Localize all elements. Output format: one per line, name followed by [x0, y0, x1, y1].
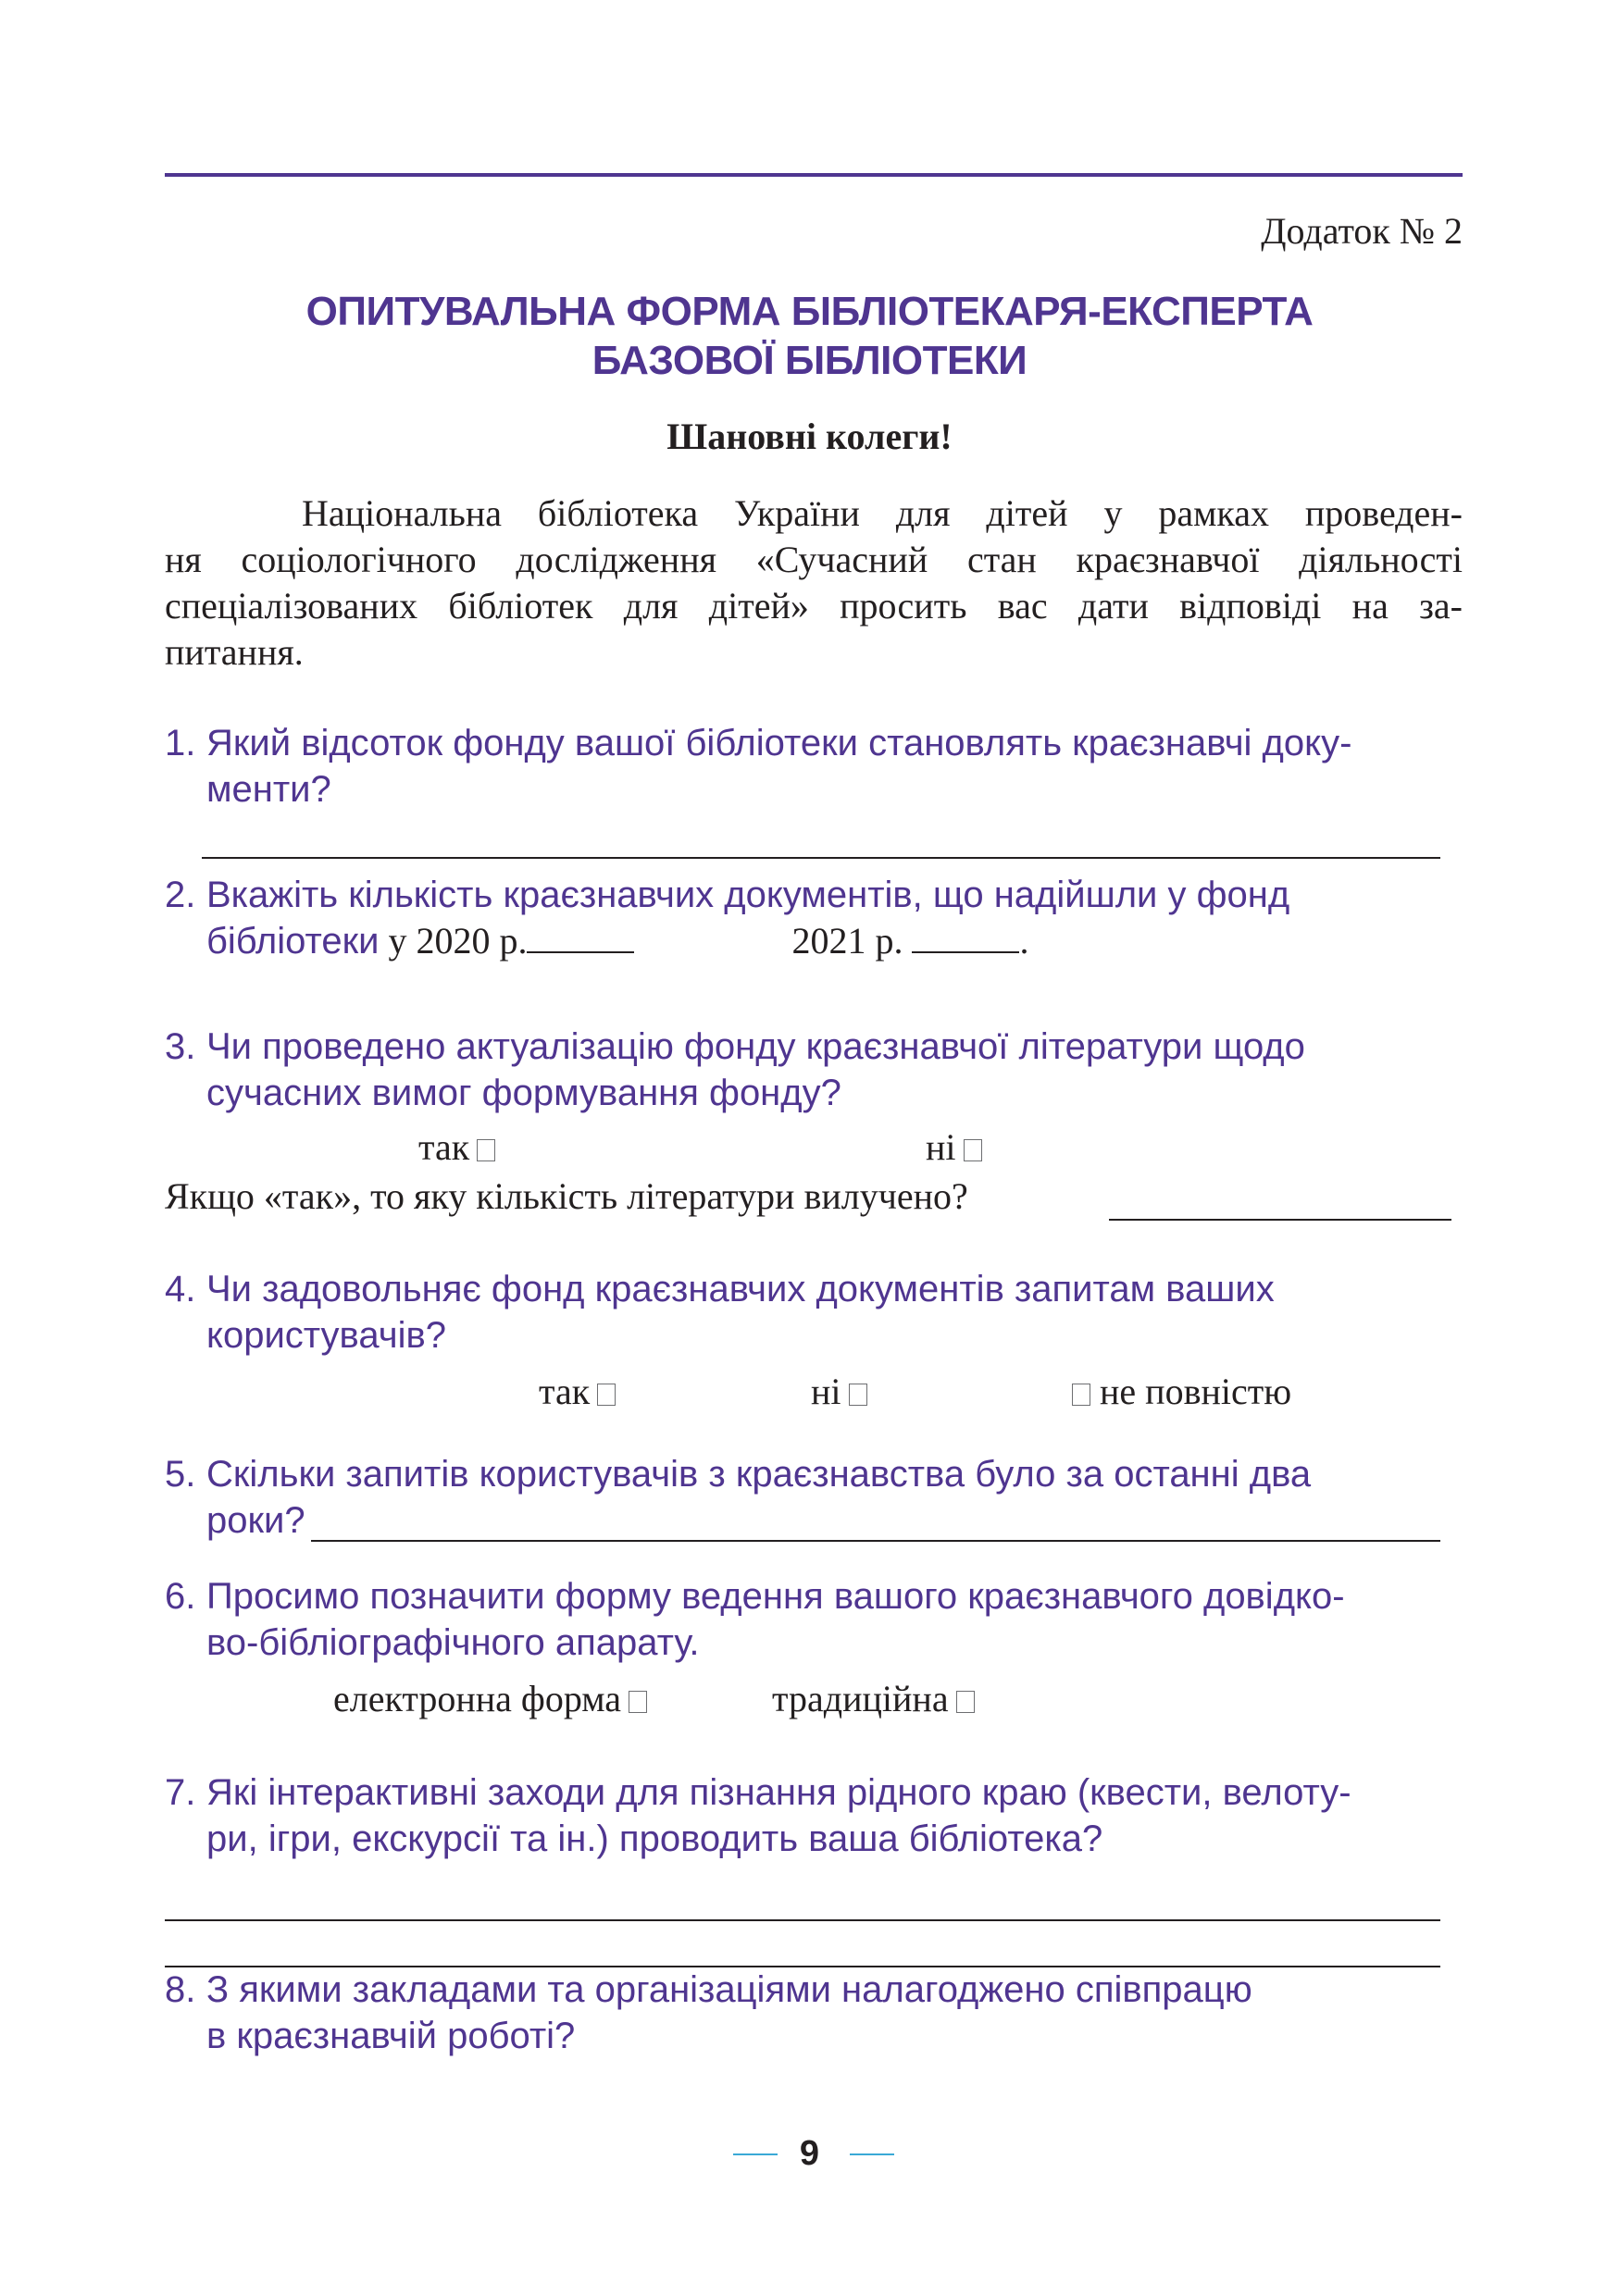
form-title-line-1: ОПИТУВАЛЬНА ФОРМА БІБЛІОТЕКАРЯ-ЕКСПЕРТА [305, 289, 1314, 334]
question-6-line-1: Просимо позначити форму ведення вашого краєзнавчого довідко- [206, 1576, 1345, 1617]
question-5-line-2: роки? [206, 1500, 305, 1541]
question-7-answer-line-1[interactable] [165, 1919, 1440, 1921]
intro-line-3: спеціалізованих бібліотек для дітей» просить вас дати відповіді на за- [165, 585, 1463, 627]
question-3-option-no[interactable] [926, 1125, 982, 1169]
checkbox-electronic[interactable] [629, 1691, 647, 1713]
question-3-line-2: сучасних вимог формування фонду? [206, 1073, 841, 1113]
checkbox-traditional[interactable] [956, 1691, 975, 1713]
question-8-line-2: в краєзнавчій роботі? [206, 2016, 576, 2056]
question-7-line-2: ри, ігри, екскурсії та ін.) проводить ваша бібліотека? [206, 1818, 1103, 1859]
question-1-line-1: Який відсоток фонду вашої бібліотеки становлять краєзнавчі доку- [206, 723, 1352, 763]
question-3-option-yes[interactable] [418, 1125, 495, 1169]
question-2-year-2020: у 2020 р. [388, 920, 528, 962]
option-traditional-label: традиційна [772, 1678, 949, 1719]
option-yes-label: так [539, 1371, 591, 1412]
question-6-option-electronic[interactable] [333, 1677, 647, 1720]
question-6-number: 6. [165, 1576, 196, 1617]
checkbox-yes[interactable] [477, 1139, 495, 1161]
question-2-number: 2. [165, 875, 196, 915]
question-4-option-yes[interactable] [539, 1370, 616, 1413]
question-2-period: . [1019, 920, 1029, 962]
question-4-option-partial[interactable] [1072, 1370, 1291, 1413]
question-1-line-2: менти? [206, 769, 331, 810]
year-2020-answer-line[interactable] [527, 918, 634, 953]
question-2-line-1: Вкажіть кількість краєзнавчих документів, що надійшли у фонд [206, 875, 1290, 915]
question-3-number: 3. [165, 1026, 196, 1067]
question-1-answer-line[interactable] [202, 857, 1440, 859]
question-4-option-no[interactable] [811, 1370, 867, 1413]
question-3-followup-answer-line[interactable] [1109, 1219, 1451, 1221]
header-rule [165, 173, 1463, 177]
question-1-number: 1. [165, 723, 196, 763]
option-yes-label: так [418, 1126, 470, 1168]
option-no-label: ні [926, 1126, 956, 1168]
question-2-line-2-text: бібліотеки [206, 921, 380, 962]
question-4-line-2: користувачів? [206, 1315, 446, 1356]
checkbox-no[interactable] [849, 1384, 867, 1406]
checkbox-no[interactable] [964, 1139, 982, 1161]
question-7-number: 7. [165, 1772, 196, 1813]
question-2-line-2 [206, 918, 1028, 964]
form-title-line-2: БАЗОВОЇ БІБЛІОТЕКИ [592, 338, 1027, 383]
page-number: 9 [799, 2134, 820, 2173]
question-2-year-2021: 2021 р. [791, 920, 903, 962]
intro-line-4: питання. [165, 631, 304, 673]
checkbox-yes[interactable] [597, 1384, 616, 1406]
page-number-dash-right [850, 2153, 894, 2155]
option-partial-label: не повністю [1100, 1371, 1292, 1412]
question-5-line-1: Скільки запитів користувачів з краєзнавства було за останні два [206, 1454, 1312, 1495]
question-3-line-1: Чи проведено актуалізацію фонду краєзнавчої літератури щодо [206, 1026, 1305, 1067]
year-2021-answer-line[interactable] [912, 918, 1019, 953]
question-4-line-1: Чи задовольняє фонд краєзнавчих документів запитам ваших [206, 1269, 1275, 1309]
intro-line-2: ня соціологічного дослідження «Сучасний стан краєзнавчої діяльності [165, 539, 1463, 580]
appendix-label: Додаток № 2 [1261, 210, 1463, 252]
question-5-number: 5. [165, 1454, 196, 1495]
question-5-answer-line[interactable] [311, 1540, 1440, 1542]
intro-line-1: Національна бібліотека України для дітей у рамках проведен- [302, 492, 1463, 534]
question-4-number: 4. [165, 1269, 196, 1309]
question-3-followup: Якщо «так», то яку кількість літератури вилучено? [165, 1175, 968, 1217]
option-electronic-label: електронна форма [333, 1678, 622, 1719]
checkbox-partial[interactable] [1072, 1384, 1090, 1406]
question-8-line-1: З якими закладами та організаціями налагоджено співпрацю [206, 1969, 1252, 2010]
question-6-line-2: во-бібліографічного апарату. [206, 1622, 700, 1663]
question-7-line-1: Які інтерактивні заходи для пізнання рідного краю (квести, велоту- [206, 1772, 1351, 1813]
greeting: Шановні колеги! [666, 416, 953, 457]
question-8-number: 8. [165, 1969, 196, 2010]
option-no-label: ні [811, 1371, 841, 1412]
question-6-option-traditional[interactable] [772, 1677, 975, 1720]
